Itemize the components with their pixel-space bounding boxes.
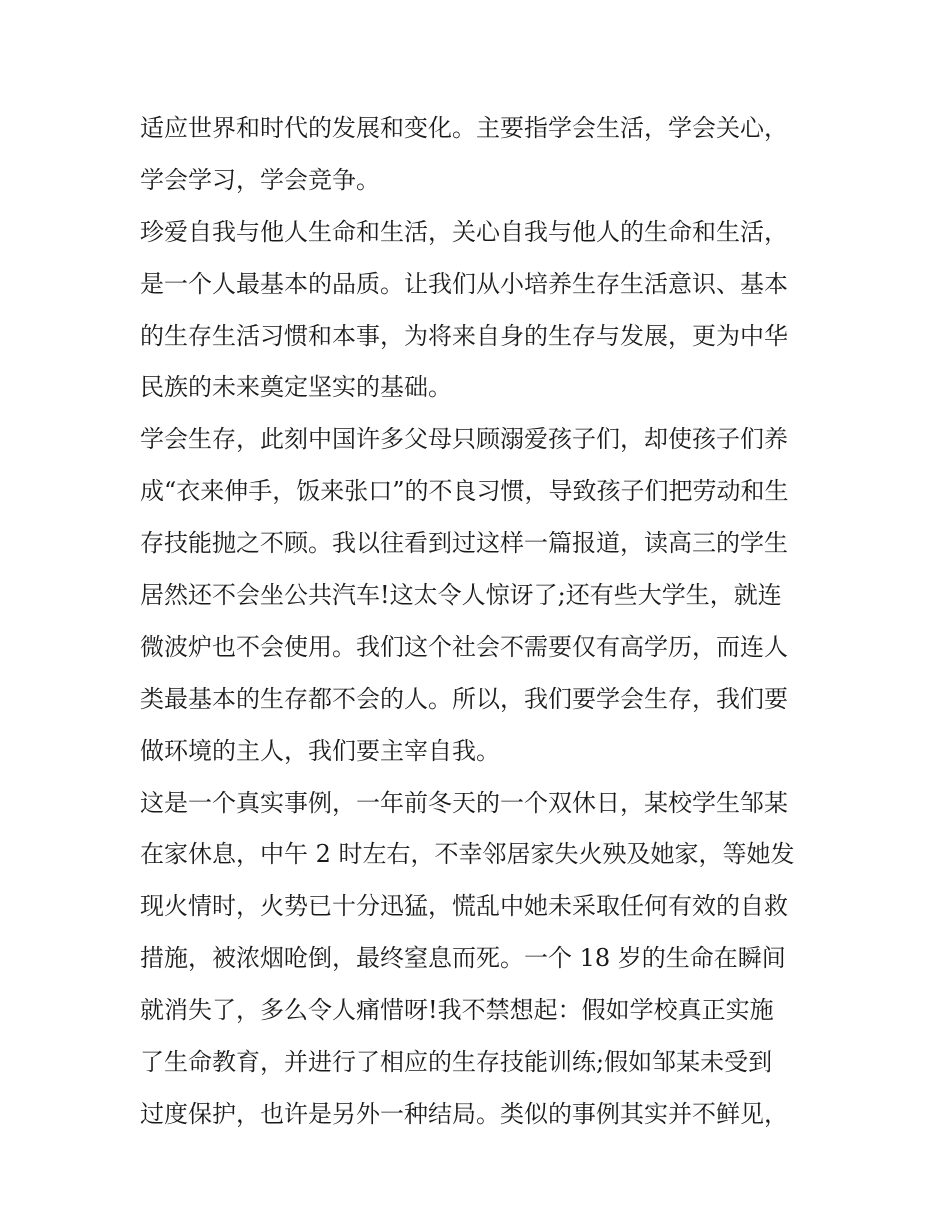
text-line: 居然还不会坐公共汽车!这太令人惊讶了;还有些大学生，就连 [140,581,782,610]
text-line: 措施，被浓烟呛倒，最终窒息而死。一个 18 岁的生命在瞬间 [140,944,786,973]
text-line: 就消失了，多么令人痛惜呀!我不禁想起：假如学校真正实施 [140,996,774,1025]
text-line: 学会生存，此刻中国许多父母只顾溺爱孩子们，却使孩子们养 [140,425,788,454]
text-line: 适应世界和时代的发展和变化。主要指学会生活，学会关心， [140,114,788,142]
text-line: 做环境的主人，我们要主宰自我。 [140,736,500,765]
text-line: 过度保护，也许是另外一种结局。类似的事例其实并不鲜见， [140,1099,788,1128]
text-line: 类最基本的生存都不会的人。所以，我们要学会生存，我们要 [140,684,788,713]
document-body [140,103,820,1141]
text-line: 现火情时，火势已十分迅猛，慌乱中她未采取任何有效的自救 [140,892,788,921]
text-line: 存技能抛之不顾。我以往看到过这样一篇报道，读高三的学生 [140,529,788,558]
text-line: 在家休息，中午 2 时左右，不幸邻居家失火殃及她家，等她发 [140,840,795,869]
text-line: 成“衣来伸手，饭来张口”的不良习惯，导致孩子们把劳动和生 [140,477,789,506]
text-line: 是一个人最基本的品质。让我们从小培养生存生活意识、基本 [140,269,788,298]
text-line: 珍爱自我与他人生命和生活，关心自我与他人的生命和生活， [140,217,788,246]
text-line: 的生存生活习惯和本事，为将来自身的生存与发展，更为中华 [140,321,788,350]
text-line: 学会学习，学会竞争。 [140,165,380,194]
text-line: 微波炉也不会使用。我们这个社会不需要仅有高学历，而连人 [140,632,788,661]
text-line: 这是一个真实事例，一年前冬天的一个双休日，某校学生邹某 [140,788,788,817]
text-line: 民族的未来奠定坚实的基础。 [140,373,452,402]
text-line: 了生命教育，并进行了相应的生存技能训练;假如邹某未受到 [140,1048,773,1077]
